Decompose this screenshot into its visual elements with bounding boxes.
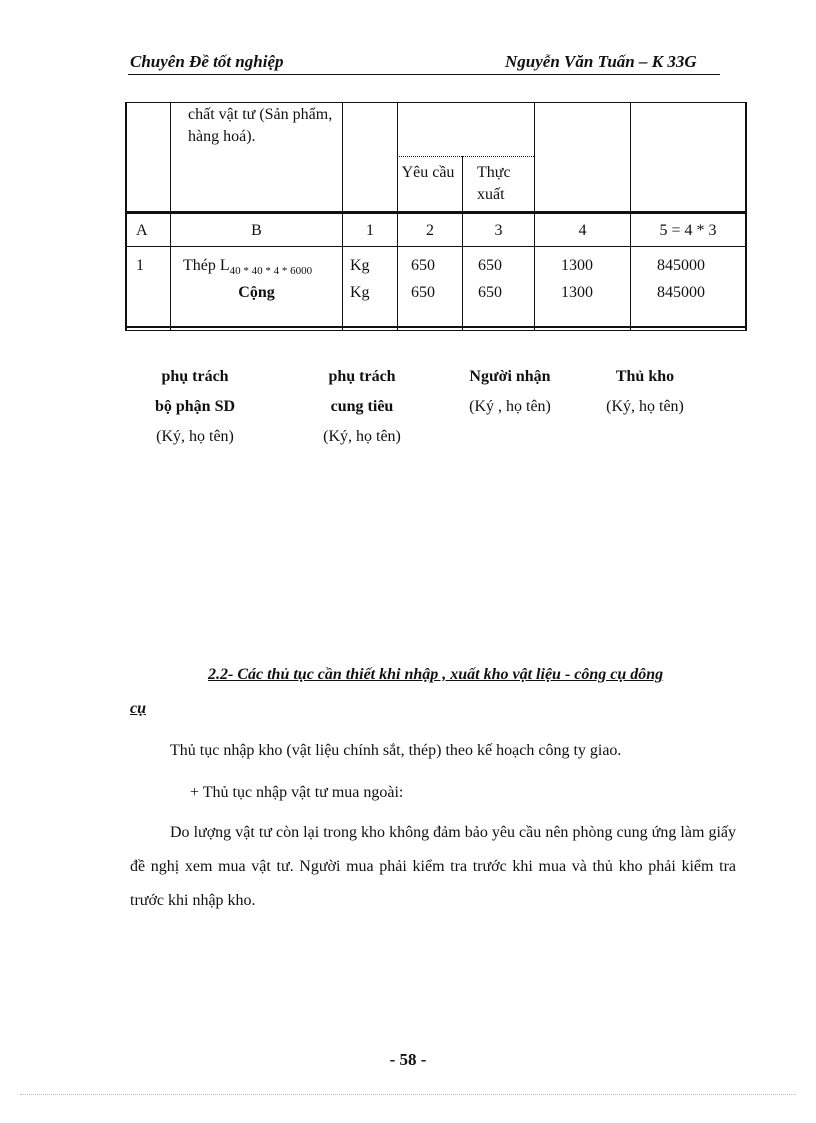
index-cell-2: 2 — [426, 222, 434, 239]
total-don-gia: 1300 — [561, 284, 593, 301]
column-b-header: chất vật tư (Sản phẩm, hàng hoá). — [188, 106, 333, 145]
paragraph-1: Thủ tục nhập kho (vật liệu chính sắt, thép) theo kế hoạch công ty giao. — [170, 742, 622, 759]
sig4-line2: (Ký, họ tên) — [606, 398, 684, 415]
header-title-left: Chuyên Đề tốt nghiệp — [130, 52, 284, 71]
row-stt: 1 — [136, 257, 144, 274]
index-cell-1: 1 — [366, 222, 374, 239]
index-cell-3: 3 — [494, 222, 503, 239]
footer-divider — [20, 1094, 796, 1095]
sig1-line2: bộ phận SD — [154, 398, 236, 415]
signature-block-receiver — [445, 362, 575, 422]
paragraph-2: + Thủ tục nhập vật tư mua ngoài: — [190, 784, 404, 801]
index-cell-5: 5 = 4 * 3 — [659, 222, 717, 239]
total-thuc-xuat: 650 — [478, 284, 502, 301]
signature-block-supply — [297, 362, 427, 452]
index-cell-a: A — [136, 222, 148, 239]
sig2-line1: phụ trách — [328, 368, 396, 385]
sig4-line1: Thủ kho — [615, 368, 675, 385]
sig2-line3: (Ký, họ tên) — [323, 428, 401, 445]
section-heading-continued: cụ — [130, 700, 146, 717]
sig3-line1: Người nhận — [469, 368, 551, 385]
section-heading: 2.2- Các thủ tục cần thiết khi nhập , xuất kho vật liệu - công cụ dông — [208, 666, 664, 683]
paragraph-3: Do lượng vật tư còn lại trong kho không đảm bảo yêu cầu nên phòng cung ứng làm giấy đề nghị xem mua vật tư. Người mua phải kiểm tra trước khi mua và thủ kho phải kiểm tra trước khi nhập kho. — [130, 824, 736, 909]
material-issue-table — [0, 0, 816, 340]
index-cell-4: 4 — [578, 222, 587, 239]
sig2-line2: cung tiêu — [330, 398, 394, 415]
total-unit: Kg — [350, 284, 370, 301]
row-don-gia: 1300 — [561, 257, 593, 274]
signature-block-storekeeper — [580, 362, 710, 422]
signature-block-department — [130, 362, 260, 452]
total-label: Cộng — [238, 284, 275, 301]
row-unit: Kg — [350, 257, 370, 274]
page-number: - 58 - — [389, 1050, 427, 1069]
subheader-thuc-xuat: Thực xuất — [477, 164, 511, 203]
sig1-line3: (Ký, họ tên) — [156, 428, 234, 445]
row-yeu-cau: 650 — [411, 257, 435, 274]
row-thuc-xuat: 650 — [478, 257, 502, 274]
row-thanh-tien: 845000 — [657, 257, 705, 274]
index-cell-b: B — [251, 222, 262, 239]
material-name-base: Thép L — [183, 257, 230, 274]
header-author-right: Nguyễn Văn Tuấn – K 33G — [505, 52, 697, 71]
material-name-spec: 40 * 40 * 4 * 6000 — [229, 265, 313, 278]
row-material-name — [183, 255, 312, 282]
total-yeu-cau: 650 — [411, 284, 435, 301]
sig1-line1: phụ trách — [161, 368, 229, 385]
sig3-line2: (Ký , họ tên) — [469, 398, 551, 415]
total-thanh-tien: 845000 — [657, 284, 705, 301]
subheader-yeu-cau: Yêu cầu — [401, 164, 455, 181]
